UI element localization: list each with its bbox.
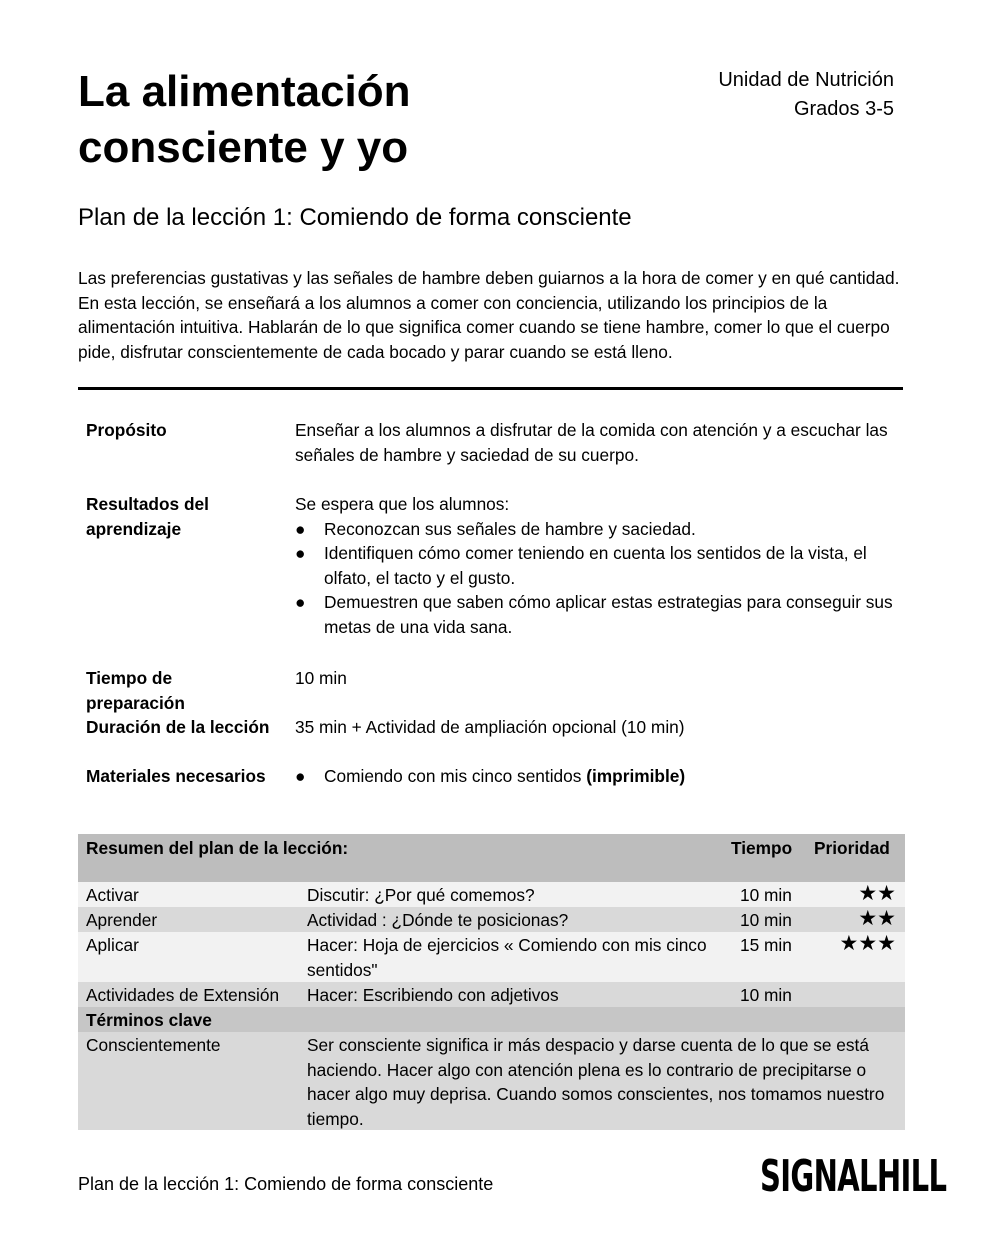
term-definition: Ser consciente significa ir más despacio y darse cuenta de lo que se está haciendo. Hacer algo con atención plena es lo contrario de precipitarse o hacer algo muy deprisa. Cuando somos conscientes, nos tomamos nuestro tiempo.	[307, 1035, 885, 1129]
duration-label: Duración de la lección	[86, 717, 270, 737]
row-phase: Activar	[86, 885, 139, 905]
materials-block	[295, 764, 905, 789]
lesson-title: Plan de la lección 1: Comiendo de forma consciente	[78, 204, 632, 231]
bullet-icon: ●	[295, 592, 306, 612]
bullet-icon: ●	[295, 518, 306, 539]
row-activity: Hacer: Escribiendo con adjetivos	[307, 985, 559, 1005]
material-note: (imprimible)	[586, 766, 686, 786]
prep-value: 10 min	[295, 668, 347, 688]
outcomes-label-line-1: Resultados del	[86, 494, 209, 514]
title-line-2: consciente y yo	[78, 123, 409, 172]
document-title	[78, 64, 411, 176]
summary-heading: Resumen del plan de la lección:	[86, 838, 349, 858]
row-activity: Hacer: Hoja de ejercicios « Comiendo con mis cinco sentidos"	[307, 935, 707, 980]
unit-info	[718, 66, 894, 124]
intro-paragraph: Las preferencias gustativas y las señales de hambre deben guiarnos a la hora de comer y en qué cantidad. En esta lección, se enseñará a los alumnos a comer con conciencia, utilizando los principios de la alimentación intuitiva. Hablarán de lo que significa comer cuando se tiene hambre, comer lo que el cuerpo pide, disfrutar conscientemente de cada bocado y parar cuando se está lleno.	[78, 268, 900, 362]
outcomes-block	[295, 492, 905, 639]
row-phase: Aprender	[86, 910, 158, 930]
priority-column-header: Prioridad	[814, 838, 890, 858]
outcome-text: Demuestren que saben cómo aplicar estas estrategias para conseguir sus metas de una vida sana.	[324, 592, 893, 637]
duration-value: 35 min + Actividad de ampliación opcional (10 min)	[295, 717, 685, 737]
key-terms-heading: Términos clave	[86, 1010, 212, 1030]
outcomes-intro: Se espera que los alumnos:	[295, 494, 510, 514]
list-item	[295, 764, 905, 789]
outcome-text: Identifiquen cómo comer teniendo en cuenta los sentidos de la vista, el olfato, el tacto y el gusto.	[324, 543, 867, 588]
signalhill-logo: SIGNALHILL	[760, 1151, 947, 1202]
bullet-icon: ●	[295, 766, 306, 786]
row-phase: Actividades de Extensión	[86, 985, 280, 1005]
prep-label-line-1: Tiempo de	[86, 668, 173, 688]
purpose-text: Enseñar a los alumnos a disfrutar de la comida con atención y a escuchar las señales de hambre y saciedad de su cuerpo.	[295, 420, 888, 465]
outcomes-label-line-2: aprendizaje	[86, 518, 182, 539]
row-time: 10 min	[740, 985, 792, 1005]
horizontal-rule	[78, 387, 903, 390]
purpose-label: Propósito	[86, 420, 167, 440]
row-time: 10 min	[740, 885, 792, 905]
row-phase: Aplicar	[86, 935, 139, 955]
time-column-header: Tiempo	[731, 838, 793, 858]
list-item	[295, 590, 905, 639]
title-line-1: La alimentación	[78, 67, 411, 116]
material-text: Comiendo con mis cinco sentidos	[324, 766, 582, 786]
list-item	[295, 541, 905, 590]
outcome-text: Reconozcan sus señales de hambre y saciedad.	[324, 518, 696, 539]
footer-text: Plan de la lección 1: Comiendo de forma consciente	[78, 1174, 494, 1194]
priority-stars: ★★★	[839, 932, 896, 955]
list-item	[295, 517, 905, 542]
outcomes-label	[86, 492, 209, 541]
outcomes-list	[295, 517, 905, 640]
unit-name: Unidad de Nutrición	[718, 69, 894, 91]
row-time: 15 min	[740, 935, 792, 955]
priority-stars: ★★	[858, 907, 896, 930]
priority-stars: ★★	[858, 882, 896, 905]
prep-label-line-2: preparación	[86, 692, 185, 713]
row-activity: Actividad : ¿Dónde te posicionas?	[307, 910, 569, 930]
row-activity: Discutir: ¿Por qué comemos?	[307, 885, 535, 905]
grade-range: Grados 3-5	[793, 98, 894, 120]
row-time: 10 min	[740, 910, 792, 930]
bullet-icon: ●	[295, 543, 306, 563]
materials-label: Materiales necesarios	[86, 766, 266, 786]
prep-label	[86, 666, 185, 715]
materials-list	[295, 764, 905, 789]
term: Conscientemente	[86, 1035, 221, 1055]
